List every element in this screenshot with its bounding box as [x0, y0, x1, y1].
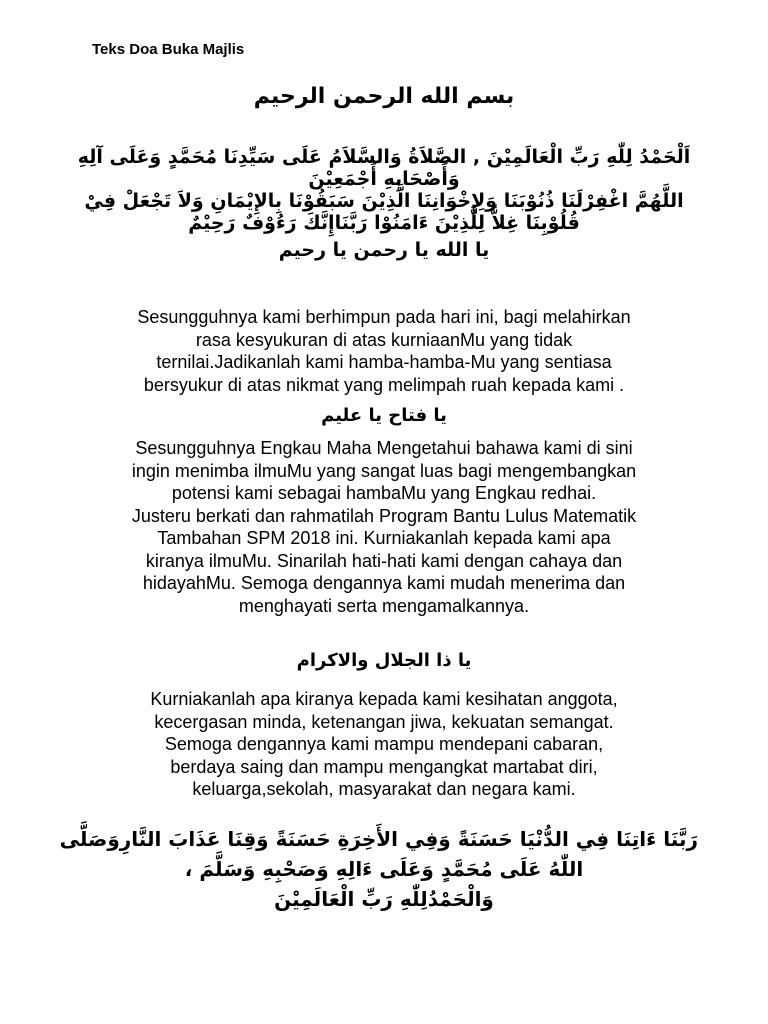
paragraph-line: kecergasan minda, ketenangan jiwa, kekuatan semangat.	[154, 711, 614, 732]
paragraph-line: Kurniakanlah apa kiranya kepada kami kesihatan anggota,	[150, 689, 618, 709]
arabic-line: اللَّهُمَّ اغْفِرْلَنَا ذُنُوْبَنَا وَلِإِخْوَانِنَا الَّذِيْنَ سَبَقُوْنَا بِالإِيْمَانِ وَلاَ تَجْعَلْ فِيْ	[84, 190, 684, 212]
arabic-line: وَأَصْحَابِهِ أَجْمَعِيْنَ	[308, 168, 460, 190]
paragraph-line: bersyukur di atas nikmat yang melimpah ruah kepada kami .	[143, 374, 625, 395]
arabic-line: اَلْحَمْدُ لِلّٰهِ رَبِّ الْعَالَمِيْنَ , الصَّلاَةُ وَالسَّلاَمُ عَلَى سَيِّدِنَا مُحَمَّدٍ وَعَلَى آلِهِ	[77, 146, 691, 168]
paragraph-line: ternilai.Jadikanlah kami hamba-hamba-Mu yang sentiasa	[156, 352, 612, 372]
paragraph-line: Tambahan SPM 2018 ini. Kurniakanlah kepada kami apa	[157, 528, 611, 548]
paragraph-line: Sesungguhnya Engkau Maha Mengetahui bahawa kami di sini	[135, 438, 633, 458]
paragraph-line: ingin menimba ilmuMu yang sangat luas bagi mengembangkan	[131, 460, 637, 481]
invocation-jalal-ikram: يا ذا الجلال والاكرام	[296, 650, 472, 671]
paragraph-knowledge	[70, 437, 698, 617]
paragraph-gratitude	[70, 306, 698, 396]
document-title: Teks Doa Buka Majlis	[92, 41, 245, 58]
paragraph-line: hidayahMu. Semoga dengannya kami mudah menerima dan	[142, 573, 626, 593]
invocation-fattah-alim: يا فتاح يا عليم	[321, 405, 447, 426]
basmala-heading: بسم الله الرحمن الرحيم	[253, 84, 515, 109]
paragraph-line: potensi kami sebagai hambaMu yang Engkau redhai.	[171, 483, 597, 503]
arabic-line: وَالْحَمْدُلِلّٰهِ رَبِّ الْعَالَمِيْنَ	[274, 887, 494, 911]
paragraph-line: keluarga,sekolah, masyarakat dan negara kami.	[192, 779, 576, 799]
paragraph-line: Semoga dengannya kami mampu mendepani cabaran,	[164, 734, 604, 754]
paragraph-line: kiranya ilmuMu. Sinarilah hati-hati kami dengan cahaya dan	[145, 550, 623, 571]
closing-prayer-arabic	[59, 824, 698, 914]
arabic-line: يا الله يا رحمن يا رحيم	[278, 239, 490, 261]
paragraph-line: Sesungguhnya kami berhimpun pada hari ini, bagi melahirkan	[137, 307, 631, 327]
arabic-line: قُلُوْبِنَا غِلاًّ لِلَّذِيْنَ ءَامَنُوْا رَبَّنَاإِنَّكَ رَءُوْفٌ رَحِيْمٌ	[188, 212, 580, 234]
paragraph-line: Justeru berkati dan rahmatilah Program Bantu Lulus Matematik	[131, 505, 637, 526]
paragraph-line: berdaya saing dan mampu mengangkat martabat diri,	[170, 756, 598, 777]
paragraph-wellbeing	[70, 688, 698, 801]
paragraph-line: menghayati serta mengamalkannya.	[238, 595, 530, 616]
paragraph-line: rasa kesyukuran di atas kurniaanMu yang tidak	[195, 329, 573, 350]
arabic-line: رَبَّنَا ءَاتِنَا فِي الدُّنْيَا حَسَنَةً وَفِي الأَخِرَةِ حَسَنَةً وَقِنَا عَذَابَ النَّارِوَصَلَّى	[59, 827, 698, 851]
opening-prayer-arabic	[70, 146, 698, 261]
arabic-line: اللّٰهُ عَلَى مُحَمَّدٍ وَعَلَى ءَالِهِ وَصَحْبِهِ وَسَلَّمَ ،	[184, 857, 584, 881]
